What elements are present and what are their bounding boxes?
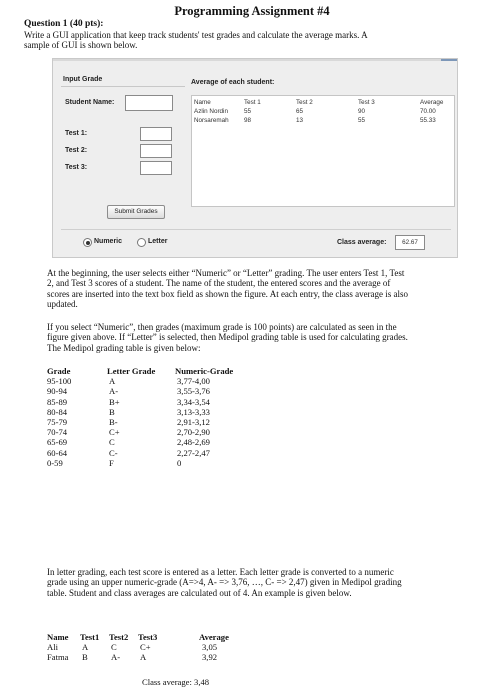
col-header-name: Name: [194, 99, 211, 106]
grading-table: [47, 366, 307, 486]
paragraph-line: If you select “Numeric”, then grades (maximum grade is 100 points) are calculated as seen in the: [47, 322, 397, 332]
paragraph-3: [47, 567, 467, 598]
class-average-label: Class average:: [337, 239, 387, 246]
intro-paragraph: [24, 30, 368, 51]
paragraph-line: scores are inserted into the text box field as shown the figure. At each entry, the class average is also: [47, 288, 409, 299]
grading-cell: C+: [109, 427, 120, 438]
col-header-test3: Test 3: [358, 99, 375, 106]
intro-line: Write a GUI application that keep track students' test grades and calculate the average marks. A: [24, 30, 368, 40]
example-cell: A-: [111, 652, 121, 663]
paragraph-2: [47, 322, 467, 353]
grading-header-numeric: Numeric-Grade: [175, 366, 234, 376]
grading-cell: 75-79: [47, 417, 68, 427]
paragraph-line: figure given above. If “Letter” is selected, then Medipol grading table is used for calculating grades.: [47, 332, 408, 343]
grading-cell: A-: [109, 386, 119, 397]
grading-cell: 70-74: [47, 427, 68, 438]
class-average-field: 62.67: [395, 235, 425, 250]
grading-cell: B-: [109, 417, 118, 427]
grading-cell: C: [109, 437, 115, 448]
col-header-test1: Test 1: [244, 99, 261, 106]
grading-cell: C-: [109, 447, 118, 458]
example-cell: A: [140, 652, 147, 663]
col-header-test2: Test 2: [296, 99, 313, 106]
example-header: Test3: [138, 632, 158, 642]
example-cell: A: [82, 642, 89, 653]
table-cell: 65: [296, 108, 304, 115]
test2-input[interactable]: [140, 144, 172, 158]
example-header: Name: [47, 632, 69, 642]
paragraph-1: [47, 268, 467, 310]
test3-label: Test 3:: [65, 164, 88, 171]
grading-cell: 65-69: [47, 437, 68, 448]
test3-input[interactable]: [140, 161, 172, 175]
table-cell: 55: [358, 117, 366, 124]
example-table: [47, 632, 307, 668]
grading-header-grade: Grade: [47, 366, 71, 376]
average-table[interactable]: [191, 95, 455, 207]
grading-cell: 0: [177, 457, 182, 468]
grading-cell: F: [109, 457, 114, 468]
grading-header-letter: Letter Grade: [107, 366, 156, 376]
letter-label: Letter: [148, 238, 168, 245]
example-cell: Ali: [47, 642, 58, 653]
window-accent-bar: [441, 59, 457, 61]
test2-label: Test 2:: [65, 147, 88, 154]
example-cell: C: [111, 642, 117, 653]
example-cell: 3,92: [202, 652, 218, 663]
grading-cell: 60-64: [47, 447, 68, 458]
grading-cell: A: [109, 376, 116, 387]
grading-cell: 3,13-3,33: [177, 406, 210, 417]
example-cell: C+: [140, 642, 151, 653]
student-name-label: Student Name:: [65, 99, 115, 106]
table-cell: 55.33: [420, 117, 436, 124]
grading-cell: 2,91-3,12: [177, 417, 210, 427]
letter-radio[interactable]: [137, 238, 146, 247]
example-header: Test1: [80, 632, 100, 642]
test1-label: Test 1:: [65, 130, 88, 137]
gui-screenshot: [52, 58, 458, 258]
grading-cell: B: [109, 406, 115, 417]
grading-cell: 3,55-3,76: [177, 386, 210, 397]
example-header: Test2: [109, 632, 129, 642]
grading-cell: 3,77-4,00: [177, 376, 210, 387]
question-heading: Question 1 (40 pts):: [24, 19, 104, 29]
paragraph-line: The Medipol grading table is given below:: [47, 342, 201, 353]
numeric-label: Numeric: [94, 238, 123, 245]
grading-cell: 0-59: [47, 457, 63, 468]
table-cell: 98: [244, 117, 252, 124]
table-cell: 55: [244, 108, 252, 115]
input-grade-label: Input Grade: [63, 76, 103, 83]
grading-cell: 85-89: [47, 396, 68, 407]
grading-cell: 2,48-2,69: [177, 437, 210, 448]
example-cell: B: [82, 652, 88, 663]
grading-cell: 95-100: [47, 376, 72, 387]
divider: [61, 229, 451, 230]
table-cell: Azlin Nordin: [194, 108, 228, 115]
intro-line: sample of GUI is shown below.: [24, 40, 138, 51]
grading-cell: B+: [109, 396, 120, 407]
grading-cell: 2,70-2,90: [177, 427, 210, 438]
test1-input[interactable]: [140, 127, 172, 141]
numeric-radio[interactable]: [83, 238, 92, 247]
page-title: Programming Assignment #4: [174, 4, 330, 18]
example-class-average: Class average: 3,48: [142, 677, 210, 687]
average-heading: Average of each student:: [191, 79, 275, 86]
paragraph-line: At the beginning, the user selects either “Numeric” or “Letter” grading. The user enters Test 1, Test: [47, 268, 405, 278]
grading-cell: 90-94: [47, 386, 68, 397]
example-cell: Fatma: [47, 652, 69, 663]
table-cell: 70.00: [420, 108, 436, 115]
paragraph-line: 2, and Test 3 scores of a student. The name of the student, the entered scores and the average of: [47, 278, 391, 289]
submit-grades-button[interactable]: Submit Grades: [107, 205, 165, 219]
student-name-input[interactable]: [125, 95, 173, 111]
paragraph-line: updated.: [47, 299, 78, 310]
col-header-average: Average: [420, 99, 444, 106]
grading-cell: 2,27-2,47: [177, 447, 210, 458]
grading-cell: 3,34-3,54: [177, 396, 210, 407]
window-top-border: [53, 59, 457, 61]
example-cell: 3,05: [202, 642, 218, 653]
example-header: Average: [199, 632, 229, 642]
table-cell: Norsaremah: [194, 117, 229, 124]
paragraph-line: grade using an upper numeric-grade (A=>4, A- => 3,76, …, C- => 2,47) given in Medipol grading: [47, 577, 402, 588]
divider: [61, 86, 185, 87]
paragraph-line: table. Student and class averages are calculated out of 4. An example is given below.: [47, 587, 352, 598]
paragraph-line: In letter grading, each test score is entered as a letter. Each letter grade is converted to a numeric: [47, 567, 394, 577]
grading-cell: 80-84: [47, 406, 68, 417]
table-cell: 13: [296, 117, 304, 124]
table-cell: 90: [358, 108, 366, 115]
